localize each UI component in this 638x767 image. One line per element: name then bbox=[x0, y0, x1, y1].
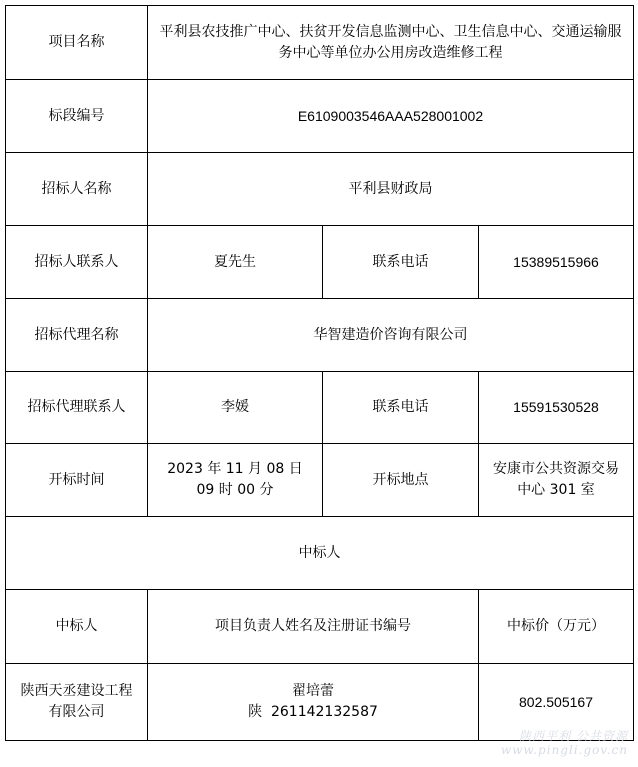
tenderer-value: 平利县财政局 bbox=[148, 153, 634, 226]
row-winner-title bbox=[6, 517, 634, 590]
winner-company-line1: 陕西天丞建设工程 bbox=[20, 683, 133, 699]
agency-label: 招标代理名称 bbox=[6, 299, 148, 372]
watermark bbox=[501, 729, 628, 757]
tenderer-phone-value: 15389515966 bbox=[479, 226, 634, 299]
agency-value: 华智建造价咨询有限公司 bbox=[148, 299, 634, 372]
tenderer-phone-label: 联系电话 bbox=[323, 226, 479, 299]
section-no-label: 标段编号 bbox=[6, 80, 148, 153]
manager-header: 项目负责人姓名及注册证书编号 bbox=[148, 590, 479, 664]
tenderer-label: 招标人名称 bbox=[6, 153, 148, 226]
watermark-line1: 陕西平利 公共资源 bbox=[519, 729, 628, 743]
row-agency-contact bbox=[6, 372, 634, 444]
watermark-line2: www.pingli.gov.cn bbox=[500, 743, 628, 757]
row-tenderer-contact bbox=[6, 226, 634, 299]
winner-price: 802.505167 bbox=[479, 664, 634, 741]
winner-header: 中标人 bbox=[6, 590, 148, 664]
row-project-name bbox=[6, 6, 634, 80]
project-name-value: 平利县农技推广中心、扶贫开发信息监测中心、卫生信息中心、交通运输服务中心等单位办公用房改造维修工程 bbox=[148, 6, 634, 80]
winner-section-title: 中标人 bbox=[6, 517, 634, 590]
agency-phone-label: 联系电话 bbox=[323, 372, 479, 444]
opening-place-line1: 安康市公共资源交易 bbox=[493, 461, 619, 477]
opening-place-line2: 中心 301 室 bbox=[517, 482, 595, 498]
bid-result-table bbox=[5, 5, 634, 741]
tenderer-contact-value: 夏先生 bbox=[148, 226, 323, 299]
opening-place-value bbox=[479, 444, 634, 517]
opening-time-label: 开标时间 bbox=[6, 444, 148, 517]
agency-phone-value: 15591530528 bbox=[479, 372, 634, 444]
agency-contact-label: 招标代理联系人 bbox=[6, 372, 148, 444]
winner-company-line2: 有限公司 bbox=[48, 704, 105, 720]
row-winner-headers bbox=[6, 590, 634, 664]
manager-name: 翟培蕾 bbox=[292, 683, 334, 699]
opening-date: 2023 年 11 月 08 日 bbox=[167, 461, 303, 477]
opening-time-value bbox=[148, 444, 323, 517]
row-agency bbox=[6, 299, 634, 372]
price-header: 中标价（万元） bbox=[479, 590, 634, 664]
agency-contact-value: 李媛 bbox=[148, 372, 323, 444]
manager-cert: 陕 261142132587 bbox=[248, 704, 378, 720]
opening-place-label: 开标地点 bbox=[323, 444, 479, 517]
opening-hour: 09 时 00 分 bbox=[196, 482, 274, 498]
row-section-no bbox=[6, 80, 634, 153]
row-tenderer bbox=[6, 153, 634, 226]
tenderer-contact-label: 招标人联系人 bbox=[6, 226, 148, 299]
winner-manager bbox=[148, 664, 479, 741]
section-no-value: E6109003546AAA528001002 bbox=[148, 80, 634, 153]
winner-company bbox=[6, 664, 148, 741]
row-opening bbox=[6, 444, 634, 517]
project-name-label: 项目名称 bbox=[6, 6, 148, 80]
